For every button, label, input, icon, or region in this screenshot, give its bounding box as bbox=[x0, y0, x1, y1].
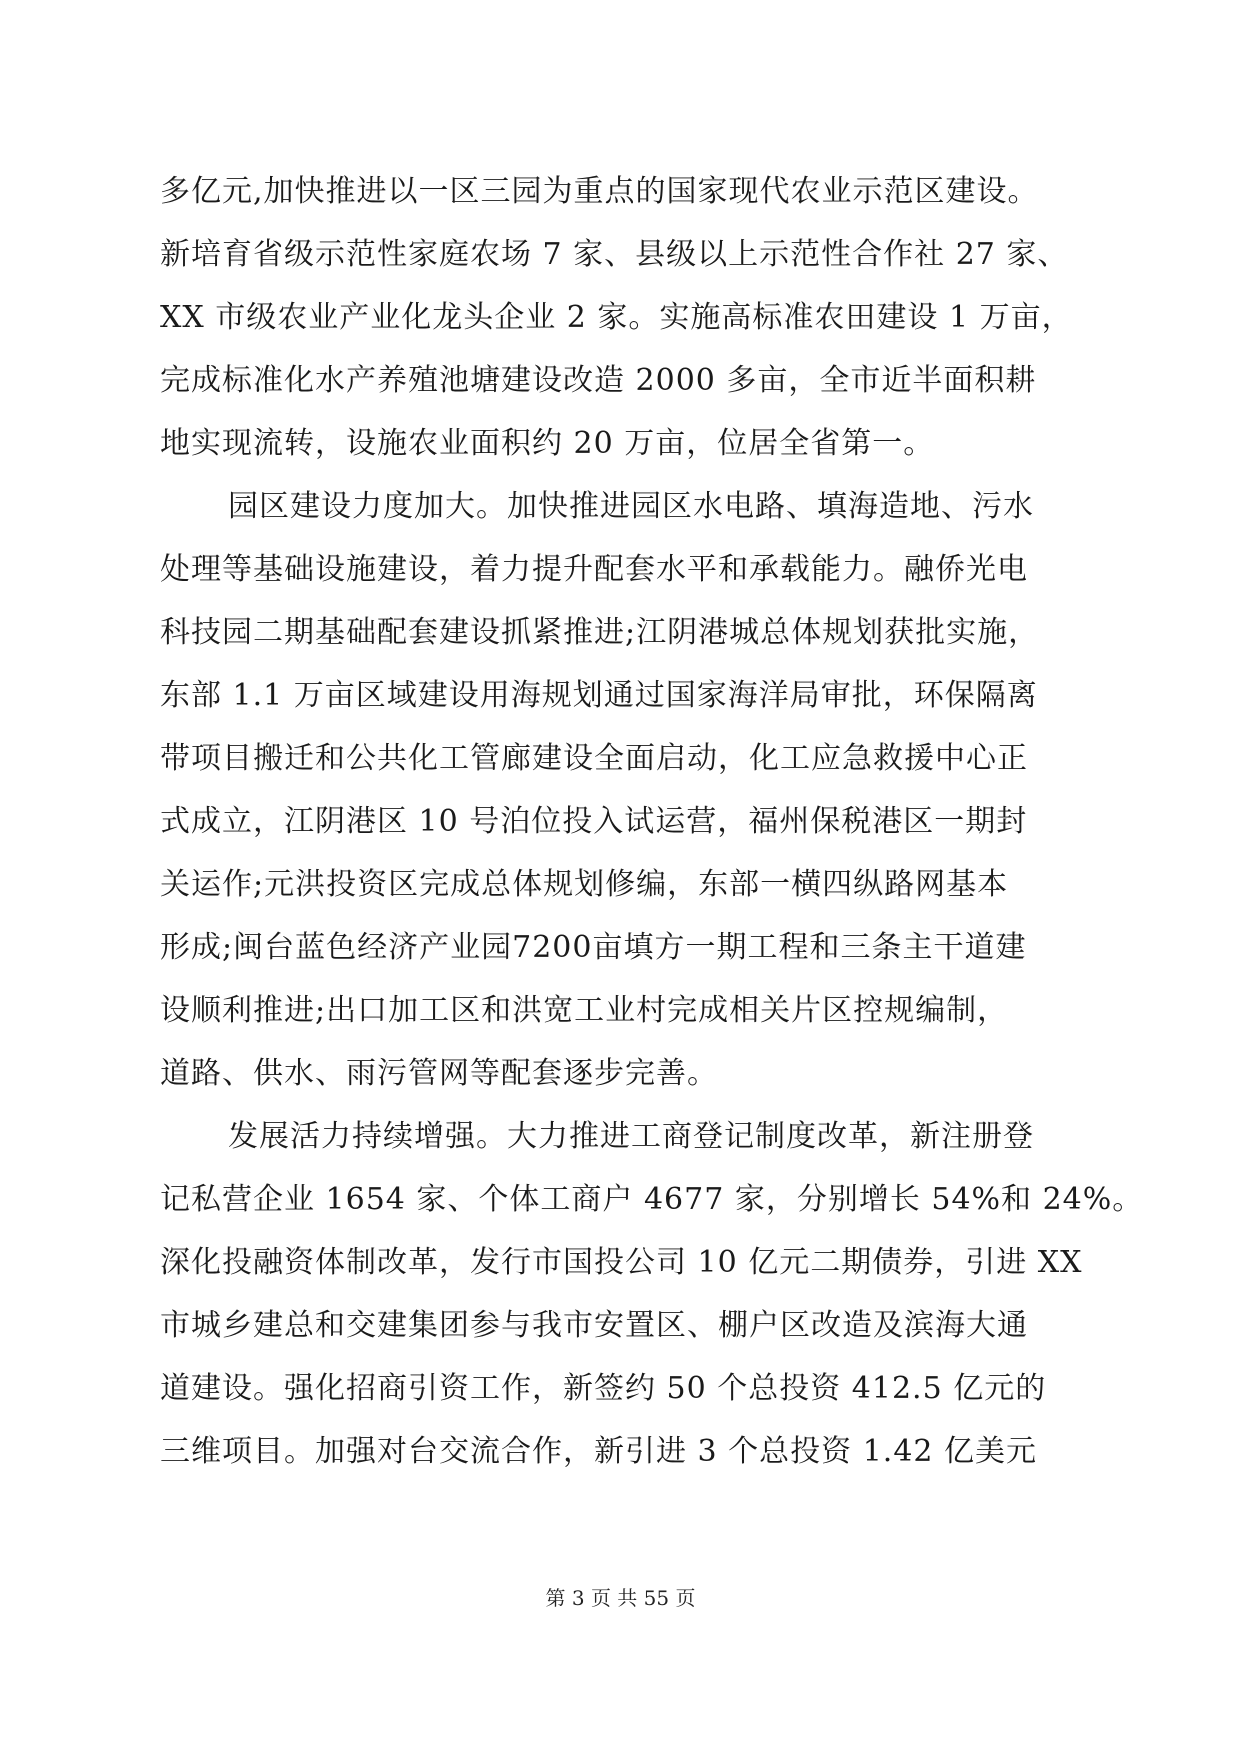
text-line: 新培育省级示范性家庭农场 7 家、县级以上示范性合作社 27 家、 bbox=[160, 237, 1069, 272]
text-line: 道路、供水、雨污管网等配套逐步完善。 bbox=[160, 1056, 718, 1091]
text-line: 记私营企业 1654 家、个体工商户 4677 家，分别增长 54%和 24%。 bbox=[160, 1182, 1144, 1217]
page-number-footer: 第 3 页 共 55 页 bbox=[545, 1586, 696, 1610]
text-line: 市城乡建总和交建集团参与我市安置区、棚户区改造及滨海大通 bbox=[160, 1308, 1028, 1343]
text-line: 园区建设力度加大。加快推进园区水电路、填海造地、污水 bbox=[228, 489, 1034, 524]
text-line: 科技园二期基础配套建设抓紧推进;江阴港城总体规划获批实施， bbox=[160, 615, 1040, 650]
text-line: 多亿元,加快推进以一区三园为重点的国家现代农业示范区建设。 bbox=[160, 174, 1039, 209]
text-line: 东部 1.1 万亩区域建设用海规划通过国家海洋局审批，环保隔离 bbox=[160, 678, 1038, 713]
text-line: 关运作;元洪投资区完成总体规划修编，东部一横四纵路网基本 bbox=[160, 867, 1009, 902]
text-line: 处理等基础设施建设，着力提升配套水平和承载能力。融侨光电 bbox=[160, 552, 1028, 587]
text-line: 形成;闽台蓝色经济产业园7200亩填方一期工程和三条主干道建 bbox=[160, 930, 1027, 965]
text-line: 完成标准化水产养殖池塘建设改造 2000 多亩，全市近半面积耕 bbox=[160, 363, 1037, 398]
text-line: 发展活力持续增强。大力推进工商登记制度改革，新注册登 bbox=[228, 1119, 1034, 1154]
text-line: 地实现流转，设施农业面积约 20 万亩，位居全省第一。 bbox=[160, 426, 935, 461]
text-line: XX 市级农业产业化龙头企业 2 家。实施高标准农田建设 1 万亩， bbox=[160, 300, 1073, 335]
text-line: 设顺利推进;出口加工区和洪宽工业村完成相关片区控规编制， bbox=[160, 993, 1009, 1028]
text-line: 三维项目。加强对台交流合作，新引进 3 个总投资 1.42 亿美元 bbox=[160, 1434, 1038, 1469]
text-line: 深化投融资体制改革，发行市国投公司 10 亿元二期债券，引进 XX bbox=[160, 1245, 1083, 1280]
text-line: 带项目搬迁和公共化工管廊建设全面启动，化工应急救援中心正 bbox=[160, 741, 1028, 776]
text-line: 道建设。强化招商引资工作，新签约 50 个总投资 412.5 亿元的 bbox=[160, 1371, 1047, 1406]
text-line: 式成立，江阴港区 10 号泊位投入试运营，福州保税港区一期封 bbox=[160, 804, 1028, 839]
